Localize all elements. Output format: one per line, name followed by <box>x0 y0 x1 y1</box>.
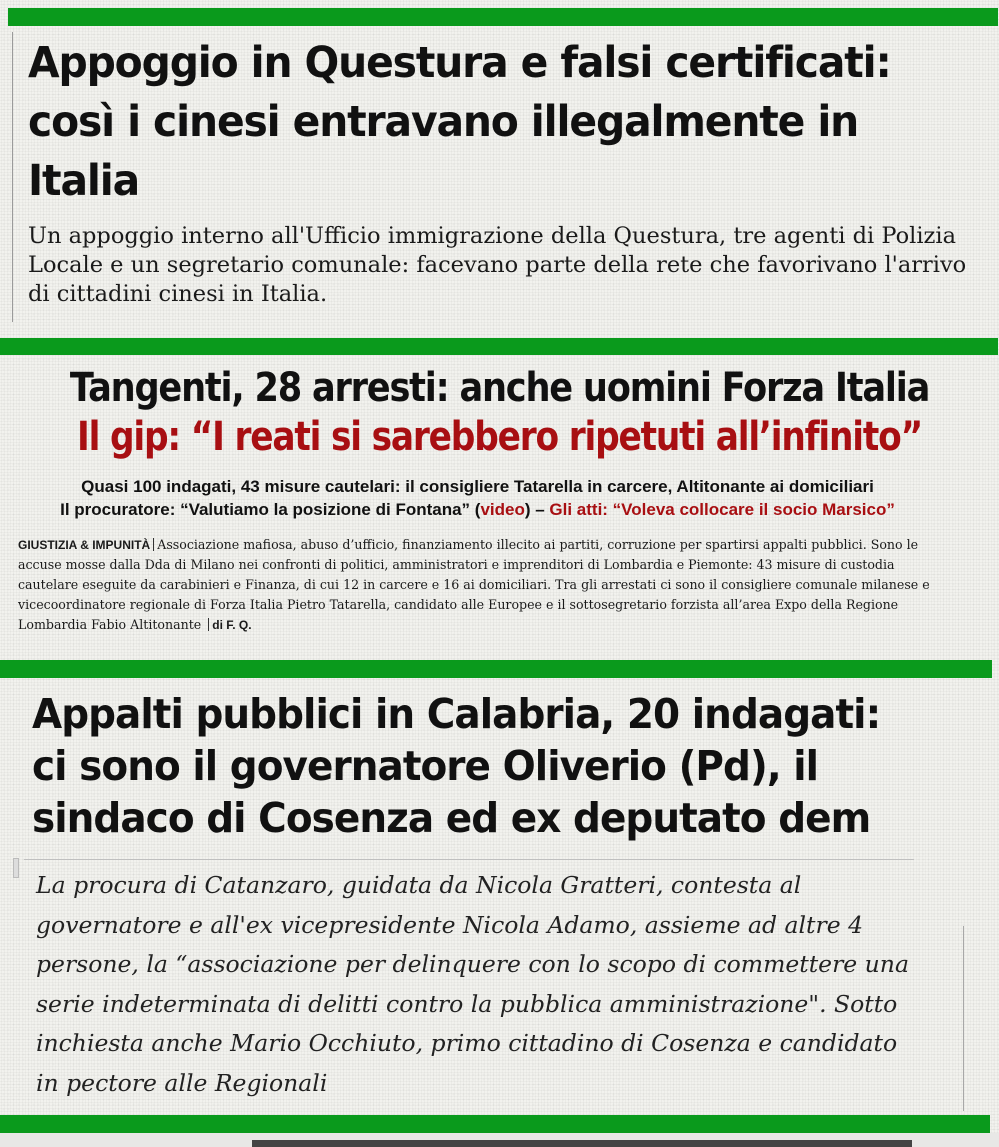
article-headline[interactable]: Tangenti, 28 arresti: anche uomini Forza Italia <box>69 365 930 411</box>
divider <box>24 859 914 860</box>
section-kicker[interactable]: GIUSTIZIA & IMPUNITÀ <box>18 538 151 552</box>
article-tangenti <box>0 356 999 656</box>
article-body <box>18 535 938 635</box>
green-separator-bar <box>0 660 992 678</box>
right-rule <box>963 926 964 1111</box>
green-separator-bar <box>8 8 998 26</box>
separator <box>153 538 154 551</box>
article-lead: Un appoggio interno all'Ufficio immigrazione della Questura, tre agenti di Polizia Locale e un segretario comunale: facevano parte della rete che favorivano l'arrivo di cittadini cinesi in Italia. <box>28 223 967 307</box>
article-calabria <box>0 680 999 1116</box>
related-link[interactable]: Gli atti: “Voleva collocare il socio Marsico” <box>549 500 895 519</box>
article-headline[interactable]: Appoggio in Questura e falsi certificati: così i cinesi entravano illegalmente in Italia <box>28 38 891 206</box>
separator <box>208 618 209 631</box>
summary-text: Il procuratore: “Valutiamo la posizione di Fontana” ( <box>60 500 481 519</box>
green-separator-bar <box>0 338 998 355</box>
video-link[interactable]: video <box>480 500 525 519</box>
scroll-marker <box>13 858 19 878</box>
article-summary-line <box>0 499 955 521</box>
left-rule <box>12 32 13 322</box>
article-questura <box>0 26 999 336</box>
bottom-dark-edge <box>252 1140 912 1147</box>
body-text: Associazione mafiosa, abuso d’ufficio, finanziamento illecito ai partiti, corruzione per spartirsi appalti pubblici. Sono le accuse mosse dalla Dda di Milano nei confronti di politici, amministratori e imprenditori di Lombardia e Piemonte: 43 misure di custodia cautelare eseguite da carabinieri e Finanza, di cui 12 in carcere e 16 ai domiciliari. Tra gli arrestati ci sono il consigliere comunale milanese e vicecoordinatore regionale di Forza Italia Pietro Tatarella, candidato alle Europee e il sottosegretario forzista all’area Expo della Regione Lombardia Fabio Altitonante <box>18 537 930 632</box>
author-byline: di F. Q. <box>212 618 252 632</box>
article-lead: La procura di Catanzaro, guidata da Nicola Gratteri, contesta al governatore e all'ex vicepresidente Nicola Adamo, assieme ad altre 4 persone, la “associazione per delinquere con lo scopo di commettere una serie indeterminata di delitti contro la pubblica amministrazione". Sotto inchiesta anche Mario Occhiuto, primo cittadino di Cosenza e candidato in pectore alle Regionali <box>36 871 909 1097</box>
green-separator-bar <box>0 1115 990 1134</box>
article-subheadline[interactable]: Il gip: “I reati si sarebbero ripetuti all’infinito” <box>77 414 922 460</box>
article-headline[interactable]: Appalti pubblici in Calabria, 20 indagati: ci sono il governatore Oliverio (Pd), il sindaco di Cosenza ed ex deputato dem <box>32 690 881 842</box>
article-summary-line: Quasi 100 indagati, 43 misure cautelari: il consigliere Tatarella in carcere, Altitonante ai domiciliari <box>81 477 874 496</box>
summary-text: ) – <box>524 500 550 519</box>
